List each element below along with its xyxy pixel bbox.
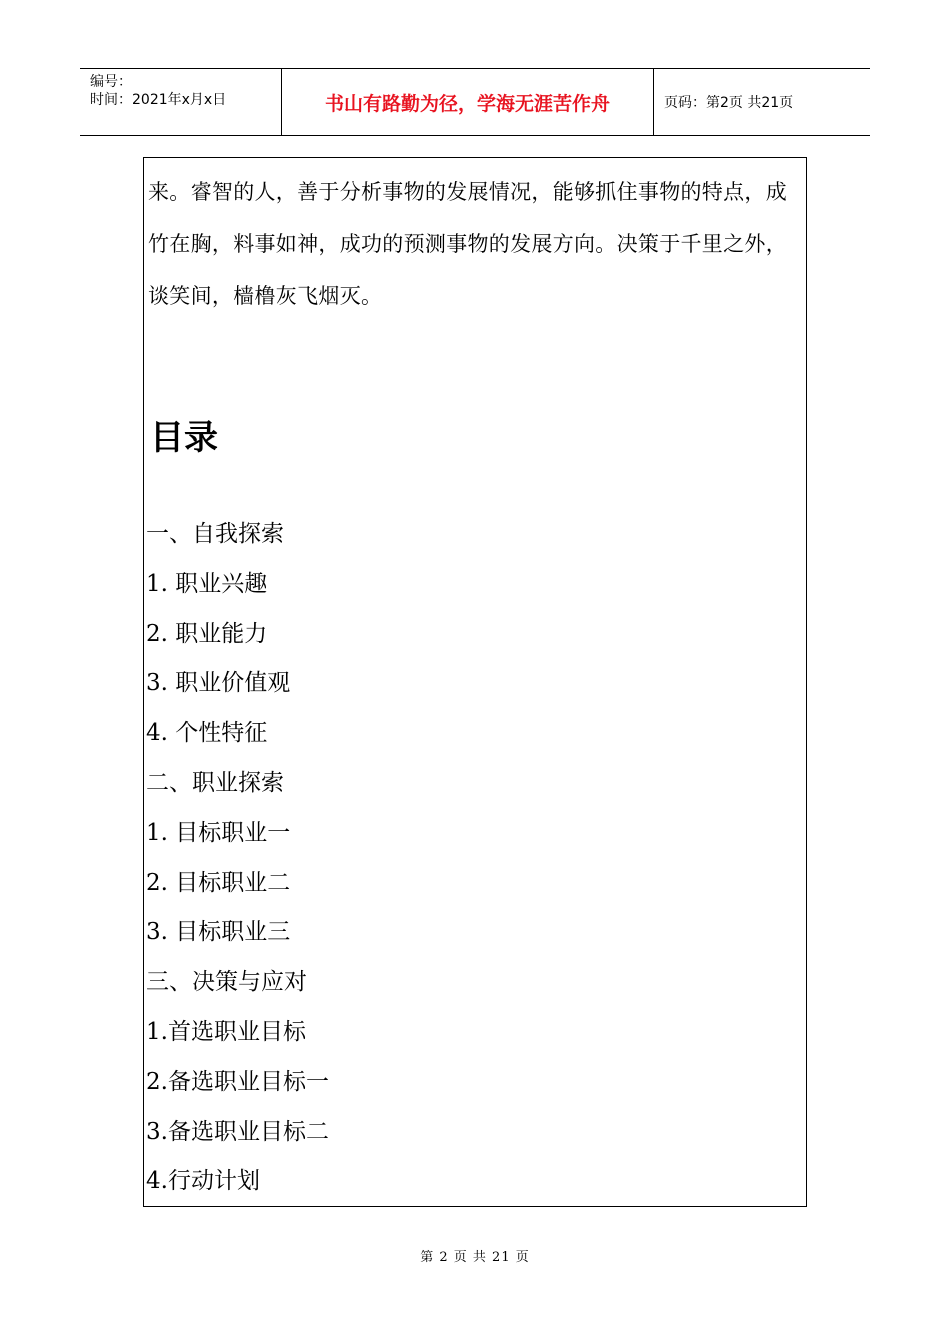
header-motto: 书山有路勤为径，学海无涯苦作舟 (282, 69, 654, 135)
toc-item: 3. 目标职业三 (146, 919, 291, 946)
toc-list (146, 510, 329, 1207)
toc-item: 1. 职业兴趣 (146, 570, 268, 597)
toc-item: 一、自我探索 (146, 521, 284, 547)
page-footer: 第 2 页 共 21 页 (420, 1250, 530, 1265)
content-frame (143, 157, 807, 1207)
toc-item: 3.备选职业目标二 (146, 1118, 329, 1145)
toc-item: 2. 职业能力 (146, 620, 268, 647)
toc-item: 1.首选职业目标 (146, 1018, 306, 1045)
document-number-label: 编号： (90, 74, 132, 90)
document-date-label: 时间：2021年x月x日 (90, 92, 227, 108)
toc-item: 3. 职业价值观 (146, 670, 291, 697)
intro-paragraph: 来。睿智的人，善于分析事物的发展情况，能够抓住事物的特点，成竹在胸，料事如神，成功的预测事物的发展方向。决策于千里之外，谈笑间，樯橹灰飞烟灭。 (148, 180, 787, 308)
toc-item: 1. 目标职业一 (146, 819, 291, 846)
toc-item: 4. 个性特征 (146, 720, 268, 747)
toc-item: 2.备选职业目标一 (146, 1068, 329, 1095)
toc-item: 二、职业探索 (146, 769, 284, 796)
toc-item: 三、决策与应对 (146, 969, 307, 996)
page-header (80, 68, 870, 136)
toc-title: 目录 (150, 418, 218, 458)
header-meta-cell (80, 69, 282, 135)
header-page-info: 页码：第2页 共21页 (664, 95, 794, 111)
toc-item: 4.行动计划 (146, 1168, 260, 1195)
toc-item: 2. 目标职业二 (146, 869, 291, 896)
